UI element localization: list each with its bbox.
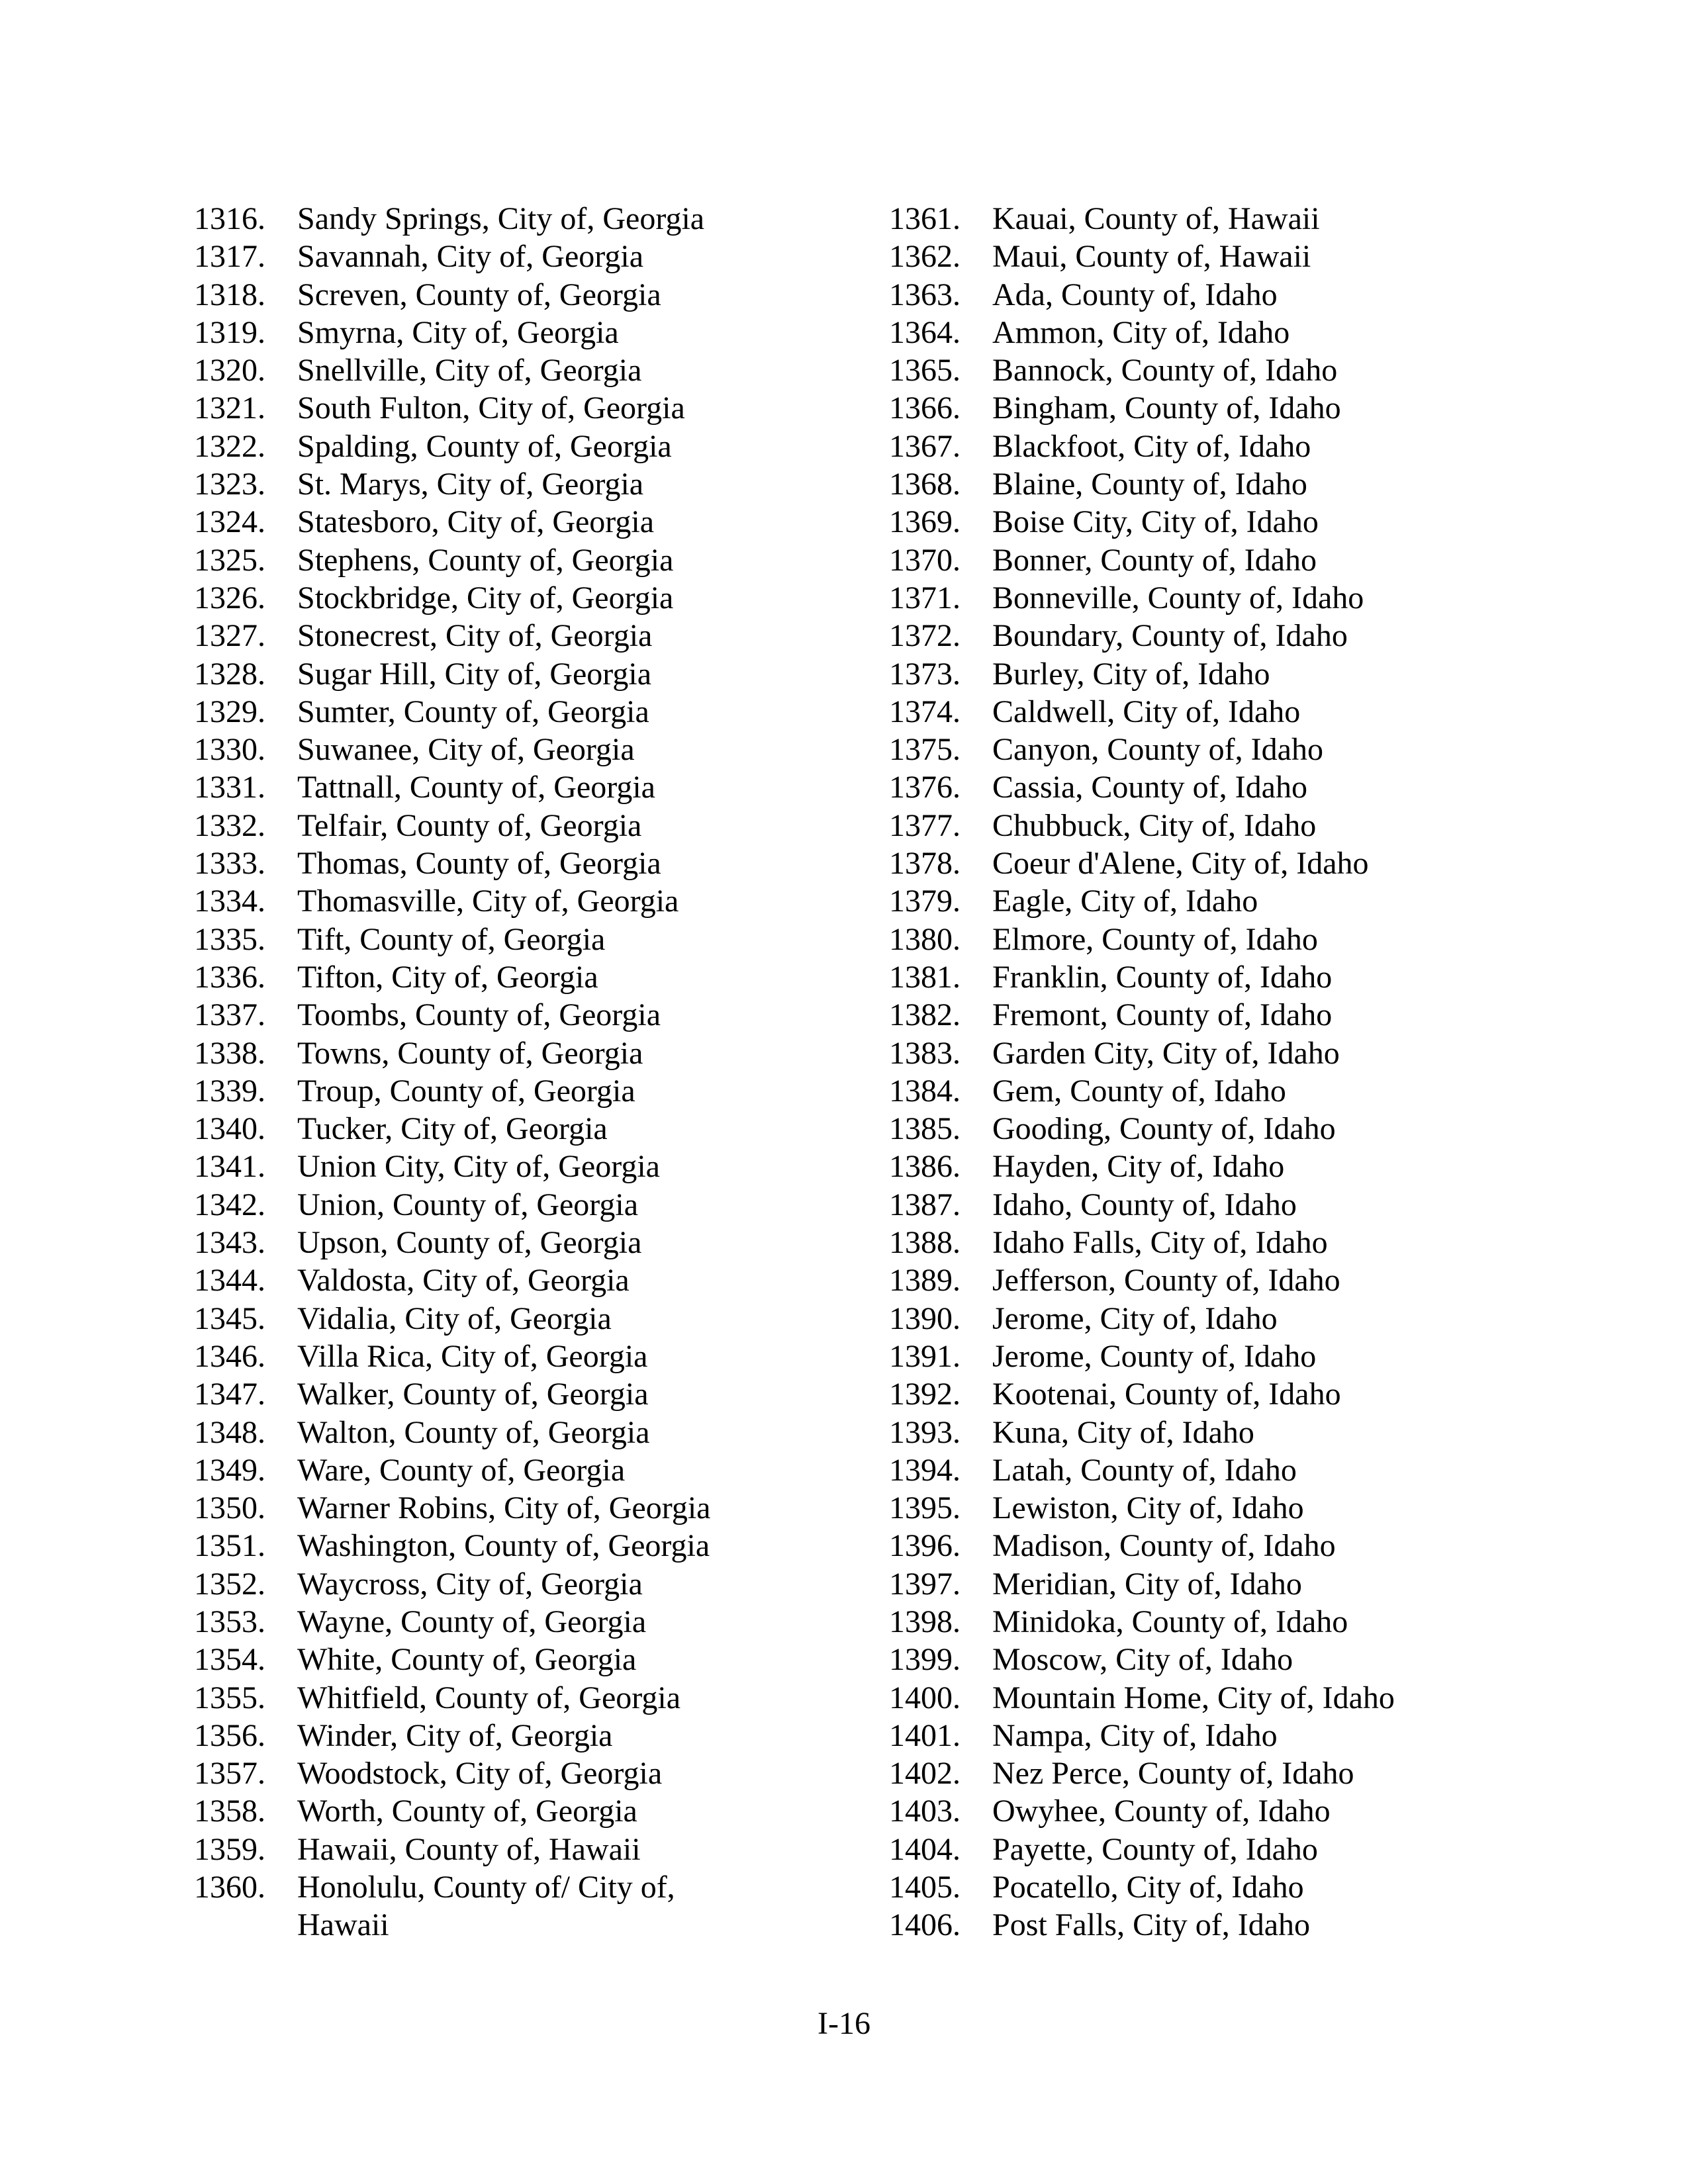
list-item	[194, 1110, 856, 1148]
list-item	[194, 1489, 856, 1527]
item-name: Chubbuck, City of, Idaho	[992, 807, 1317, 843]
item-name: Savannah, City of, Georgia	[297, 239, 644, 275]
item-number: 1344.	[194, 1263, 265, 1298]
list-item	[194, 921, 856, 958]
item-number: 1352.	[194, 1566, 265, 1602]
item-name: Jefferson, County of, Idaho	[992, 1263, 1340, 1298]
item-name: St. Marys, City of, Georgia	[297, 467, 644, 502]
list-item	[194, 693, 856, 731]
item-name: Lewiston, City of, Idaho	[992, 1490, 1304, 1526]
item-number: 1349.	[194, 1452, 265, 1488]
list-item	[889, 882, 1551, 920]
list-item	[889, 731, 1551, 768]
item-number: 1367.	[889, 428, 961, 464]
item-number: 1342.	[194, 1187, 265, 1222]
item-number: 1387.	[889, 1187, 961, 1222]
item-name: Burley, City of, Idaho	[992, 656, 1270, 692]
list-item	[889, 1527, 1551, 1565]
list-item	[889, 655, 1551, 693]
item-number: 1385.	[889, 1111, 961, 1147]
item-number: 1371.	[889, 580, 961, 615]
item-number: 1360.	[194, 1870, 265, 1905]
item-number: 1402.	[889, 1756, 961, 1792]
list-item	[889, 1186, 1551, 1224]
list-item	[889, 1110, 1551, 1148]
item-number: 1337.	[194, 997, 265, 1033]
item-name: Spalding, County of, Georgia	[297, 428, 672, 464]
item-name: Kauai, County of, Hawaii	[992, 201, 1320, 236]
item-number: 1346.	[194, 1338, 265, 1374]
list-item	[889, 238, 1551, 275]
item-name: South Fulton, City of, Georgia	[297, 390, 685, 426]
item-name: Honolulu, County of/ City of, Hawaii	[297, 1870, 675, 1943]
list-item	[194, 428, 856, 465]
item-number: 1382.	[889, 997, 961, 1033]
item-name: Washington, County of, Georgia	[297, 1528, 710, 1564]
item-name: Mountain Home, City of, Idaho	[992, 1680, 1395, 1715]
list-item	[194, 1603, 856, 1641]
item-name: Troup, County of, Georgia	[297, 1073, 635, 1109]
list-item	[194, 1414, 856, 1451]
item-name: Coeur d'Alene, City of, Idaho	[992, 846, 1369, 882]
item-number: 1388.	[889, 1225, 961, 1261]
item-number: 1400.	[889, 1680, 961, 1715]
list-item	[889, 428, 1551, 465]
item-name: Boundary, County of, Idaho	[992, 618, 1348, 654]
list-item	[889, 579, 1551, 617]
item-name: Snellville, City of, Georgia	[297, 353, 642, 388]
item-number: 1333.	[194, 846, 265, 882]
item-number: 1331.	[194, 770, 265, 805]
list-item	[889, 1717, 1551, 1754]
item-name: Walker, County of, Georgia	[297, 1377, 649, 1412]
item-number: 1405.	[889, 1870, 961, 1905]
item-name: Maui, County of, Hawaii	[992, 239, 1311, 275]
item-number: 1379.	[889, 884, 961, 919]
list-item	[194, 1338, 856, 1375]
item-number: 1397.	[889, 1566, 961, 1602]
page-number: I-16	[818, 2006, 870, 2041]
list-item	[889, 1868, 1551, 1906]
item-name: Payette, County of, Idaho	[992, 1831, 1318, 1867]
item-number: 1370.	[889, 542, 961, 578]
item-number: 1358.	[194, 1794, 265, 1829]
list-item	[889, 1375, 1551, 1413]
item-number: 1393.	[889, 1414, 961, 1450]
item-name: Stephens, County of, Georgia	[297, 542, 674, 578]
item-number: 1366.	[889, 390, 961, 426]
list-item	[889, 921, 1551, 958]
item-name: Thomas, County of, Georgia	[297, 846, 661, 882]
list-item	[194, 1754, 856, 1792]
list-item	[889, 1261, 1551, 1299]
item-number: 1383.	[889, 1035, 961, 1071]
item-number: 1406.	[889, 1907, 961, 1943]
item-number: 1359.	[194, 1831, 265, 1867]
list-item	[194, 1527, 856, 1565]
item-number: 1320.	[194, 353, 265, 388]
item-number: 1318.	[194, 277, 265, 312]
list-item	[889, 844, 1551, 882]
list-item	[194, 238, 856, 275]
list-item	[194, 768, 856, 806]
item-name: White, County of, Georgia	[297, 1642, 637, 1678]
item-number: 1374.	[889, 694, 961, 729]
list-item	[194, 314, 856, 351]
list-item	[889, 996, 1551, 1034]
item-name: Union, County of, Georgia	[297, 1187, 639, 1222]
list-item	[889, 465, 1551, 503]
item-number: 1343.	[194, 1225, 265, 1261]
item-number: 1321.	[194, 390, 265, 426]
item-name: Hayden, City of, Idaho	[992, 1149, 1285, 1185]
list-item	[889, 1148, 1551, 1185]
list-item	[194, 1300, 856, 1338]
item-number: 1345.	[194, 1300, 265, 1336]
list-item	[889, 389, 1551, 427]
item-number: 1403.	[889, 1794, 961, 1829]
list-item	[194, 1375, 856, 1413]
item-number: 1375.	[889, 732, 961, 768]
item-name: Sumter, County of, Georgia	[297, 694, 649, 729]
item-number: 1334.	[194, 884, 265, 919]
list-item	[194, 276, 856, 314]
item-name: Bonneville, County of, Idaho	[992, 580, 1364, 615]
item-name: Meridian, City of, Idaho	[992, 1566, 1302, 1602]
item-name: Sugar Hill, City of, Georgia	[297, 656, 652, 692]
item-number: 1353.	[194, 1604, 265, 1639]
item-number: 1378.	[889, 846, 961, 882]
item-number: 1376.	[889, 770, 961, 805]
item-name: Smyrna, City of, Georgia	[297, 314, 619, 350]
list-item	[194, 1224, 856, 1261]
list-item	[889, 1034, 1551, 1072]
list-item	[194, 996, 856, 1034]
item-number: 1399.	[889, 1642, 961, 1678]
item-name: Whitfield, County of, Georgia	[297, 1680, 680, 1715]
item-number: 1323.	[194, 467, 265, 502]
item-name: Tift, County of, Georgia	[297, 921, 606, 957]
item-number: 1328.	[194, 656, 265, 692]
item-name: Villa Rica, City of, Georgia	[297, 1338, 648, 1374]
list-item	[194, 579, 856, 617]
item-number: 1319.	[194, 314, 265, 350]
list-item	[194, 1565, 856, 1603]
item-number: 1335.	[194, 921, 265, 957]
item-name: Worth, County of, Georgia	[297, 1794, 637, 1829]
item-name: Tucker, City of, Georgia	[297, 1111, 608, 1147]
list-item	[194, 617, 856, 655]
list-item	[889, 807, 1551, 844]
item-name: Pocatello, City of, Idaho	[992, 1870, 1304, 1905]
item-name: Nez Perce, County of, Idaho	[992, 1756, 1354, 1792]
list-item	[194, 1261, 856, 1299]
item-number: 1329.	[194, 694, 265, 729]
item-name: Madison, County of, Idaho	[992, 1528, 1336, 1564]
list-item	[194, 807, 856, 844]
item-name: Ammon, City of, Idaho	[992, 314, 1290, 350]
list-item	[194, 655, 856, 693]
list-item	[889, 1414, 1551, 1451]
list-item	[889, 1754, 1551, 1792]
item-number: 1317.	[194, 239, 265, 275]
item-number: 1372.	[889, 618, 961, 654]
item-name: Fremont, County of, Idaho	[992, 997, 1333, 1033]
item-number: 1384.	[889, 1073, 961, 1109]
item-number: 1316.	[194, 201, 265, 236]
item-number: 1347.	[194, 1377, 265, 1412]
item-number: 1327.	[194, 618, 265, 654]
list-item	[889, 314, 1551, 351]
item-number: 1336.	[194, 959, 265, 995]
item-number: 1394.	[889, 1452, 961, 1488]
list-item	[194, 465, 856, 503]
list-item	[194, 1831, 856, 1868]
item-name: Eagle, City of, Idaho	[992, 884, 1258, 919]
item-number: 1324.	[194, 504, 265, 540]
item-name: Gooding, County of, Idaho	[992, 1111, 1336, 1147]
item-name: Walton, County of, Georgia	[297, 1414, 650, 1450]
item-name: Elmore, County of, Idaho	[992, 921, 1318, 957]
item-number: 1362.	[889, 239, 961, 275]
item-number: 1396.	[889, 1528, 961, 1564]
item-number: 1386.	[889, 1149, 961, 1185]
item-name: Kootenai, County of, Idaho	[992, 1377, 1341, 1412]
list-item	[194, 1868, 856, 1944]
right-column-list	[889, 200, 1551, 1944]
item-name: Latah, County of, Idaho	[992, 1452, 1297, 1488]
item-name: Ware, County of, Georgia	[297, 1452, 626, 1488]
item-name: Warner Robins, City of, Georgia	[297, 1490, 711, 1526]
list-item	[194, 541, 856, 579]
item-number: 1364.	[889, 314, 961, 350]
item-number: 1341.	[194, 1149, 265, 1185]
list-item	[889, 503, 1551, 541]
item-name: Nampa, City of, Idaho	[992, 1717, 1278, 1753]
item-number: 1377.	[889, 807, 961, 843]
list-item	[194, 844, 856, 882]
item-name: Gem, County of, Idaho	[992, 1073, 1286, 1109]
item-name: Suwanee, City of, Georgia	[297, 732, 635, 768]
item-name: Tattnall, County of, Georgia	[297, 770, 655, 805]
item-name: Minidoka, County of, Idaho	[992, 1604, 1348, 1639]
item-name: Bonner, County of, Idaho	[992, 542, 1317, 578]
list-item	[194, 1717, 856, 1754]
item-name: Vidalia, City of, Georgia	[297, 1300, 612, 1336]
list-item	[194, 351, 856, 389]
list-item	[889, 1338, 1551, 1375]
item-name: Bannock, County of, Idaho	[992, 353, 1338, 388]
item-name: Statesboro, City of, Georgia	[297, 504, 655, 540]
item-number: 1325.	[194, 542, 265, 578]
item-number: 1391.	[889, 1338, 961, 1374]
item-name: Winder, City of, Georgia	[297, 1717, 613, 1753]
item-name: Waycross, City of, Georgia	[297, 1566, 643, 1602]
item-name: Post Falls, City of, Idaho	[992, 1907, 1311, 1943]
item-number: 1365.	[889, 353, 961, 388]
item-number: 1401.	[889, 1717, 961, 1753]
item-number: 1351.	[194, 1528, 265, 1564]
list-item	[889, 351, 1551, 389]
list-item	[889, 1906, 1551, 1944]
list-item	[889, 541, 1551, 579]
list-item	[194, 731, 856, 768]
list-item	[194, 503, 856, 541]
item-name: Owyhee, County of, Idaho	[992, 1794, 1331, 1829]
item-name: Bingham, County of, Idaho	[992, 390, 1341, 426]
item-name: Caldwell, City of, Idaho	[992, 694, 1301, 729]
item-name: Jerome, City of, Idaho	[992, 1300, 1278, 1336]
item-number: 1354.	[194, 1642, 265, 1678]
item-name: Hawaii, County of, Hawaii	[297, 1831, 641, 1867]
item-name: Blackfoot, City of, Idaho	[992, 428, 1311, 464]
list-item	[889, 1831, 1551, 1868]
item-name: Idaho Falls, City of, Idaho	[992, 1225, 1328, 1261]
item-number: 1340.	[194, 1111, 265, 1147]
item-name: Towns, County of, Georgia	[297, 1035, 643, 1071]
list-item	[889, 276, 1551, 314]
item-number: 1395.	[889, 1490, 961, 1526]
item-number: 1332.	[194, 807, 265, 843]
item-name: Jerome, County of, Idaho	[992, 1338, 1317, 1374]
item-number: 1392.	[889, 1377, 961, 1412]
item-name: Wayne, County of, Georgia	[297, 1604, 647, 1639]
item-name: Valdosta, City of, Georgia	[297, 1263, 630, 1298]
item-number: 1368.	[889, 467, 961, 502]
list-item	[889, 1224, 1551, 1261]
item-number: 1355.	[194, 1680, 265, 1715]
item-name: Blaine, County of, Idaho	[992, 467, 1307, 502]
list-item	[889, 1679, 1551, 1717]
list-item	[889, 1565, 1551, 1603]
list-item	[194, 389, 856, 427]
list-item	[194, 1072, 856, 1110]
item-number: 1330.	[194, 732, 265, 768]
list-item	[194, 200, 856, 238]
list-item	[194, 882, 856, 920]
list-item	[889, 1792, 1551, 1830]
list-item	[889, 1300, 1551, 1338]
item-number: 1369.	[889, 504, 961, 540]
list-item	[889, 617, 1551, 655]
item-number: 1363.	[889, 277, 961, 312]
item-name: Cassia, County of, Idaho	[992, 770, 1307, 805]
item-name: Idaho, County of, Idaho	[992, 1187, 1297, 1222]
item-number: 1348.	[194, 1414, 265, 1450]
item-number: 1361.	[889, 201, 961, 236]
list-item	[194, 958, 856, 996]
item-name: Woodstock, City of, Georgia	[297, 1756, 663, 1792]
item-name: Sandy Springs, City of, Georgia	[297, 201, 705, 236]
list-item	[889, 958, 1551, 996]
list-item	[889, 768, 1551, 806]
list-item	[889, 1603, 1551, 1641]
item-name: Toombs, County of, Georgia	[297, 997, 661, 1033]
list-item	[194, 1792, 856, 1830]
list-item	[889, 200, 1551, 238]
list-item	[889, 1641, 1551, 1678]
item-name: Moscow, City of, Idaho	[992, 1642, 1293, 1678]
item-number: 1390.	[889, 1300, 961, 1336]
item-name: Boise City, City of, Idaho	[992, 504, 1319, 540]
item-name: Union City, City of, Georgia	[297, 1149, 660, 1185]
item-number: 1339.	[194, 1073, 265, 1109]
list-item	[194, 1148, 856, 1185]
list-item	[889, 1489, 1551, 1527]
item-name: Stockbridge, City of, Georgia	[297, 580, 674, 615]
list-item	[889, 1072, 1551, 1110]
list-item	[194, 1034, 856, 1072]
item-number: 1338.	[194, 1035, 265, 1071]
item-name: Ada, County of, Idaho	[992, 277, 1278, 312]
item-name: Stonecrest, City of, Georgia	[297, 618, 653, 654]
item-number: 1356.	[194, 1717, 265, 1753]
item-name: Telfair, County of, Georgia	[297, 807, 642, 843]
item-number: 1389.	[889, 1263, 961, 1298]
item-number: 1350.	[194, 1490, 265, 1526]
item-number: 1373.	[889, 656, 961, 692]
item-number: 1326.	[194, 580, 265, 615]
item-number: 1404.	[889, 1831, 961, 1867]
list-item	[194, 1641, 856, 1678]
item-number: 1380.	[889, 921, 961, 957]
item-name: Upson, County of, Georgia	[297, 1225, 642, 1261]
item-name: Tifton, City of, Georgia	[297, 959, 598, 995]
list-item	[889, 1451, 1551, 1489]
item-name: Thomasville, City of, Georgia	[297, 884, 679, 919]
list-item	[194, 1679, 856, 1717]
left-column-list	[194, 200, 856, 1944]
item-number: 1381.	[889, 959, 961, 995]
item-name: Canyon, County of, Idaho	[992, 732, 1323, 768]
list-item	[889, 693, 1551, 731]
item-name: Kuna, City of, Idaho	[992, 1414, 1254, 1450]
item-name: Franklin, County of, Idaho	[992, 959, 1333, 995]
item-number: 1322.	[194, 428, 265, 464]
item-number: 1357.	[194, 1756, 265, 1792]
item-name: Garden City, City of, Idaho	[992, 1035, 1340, 1071]
list-item	[194, 1186, 856, 1224]
item-number: 1398.	[889, 1604, 961, 1639]
list-item	[194, 1451, 856, 1489]
item-name: Screven, County of, Georgia	[297, 277, 661, 312]
